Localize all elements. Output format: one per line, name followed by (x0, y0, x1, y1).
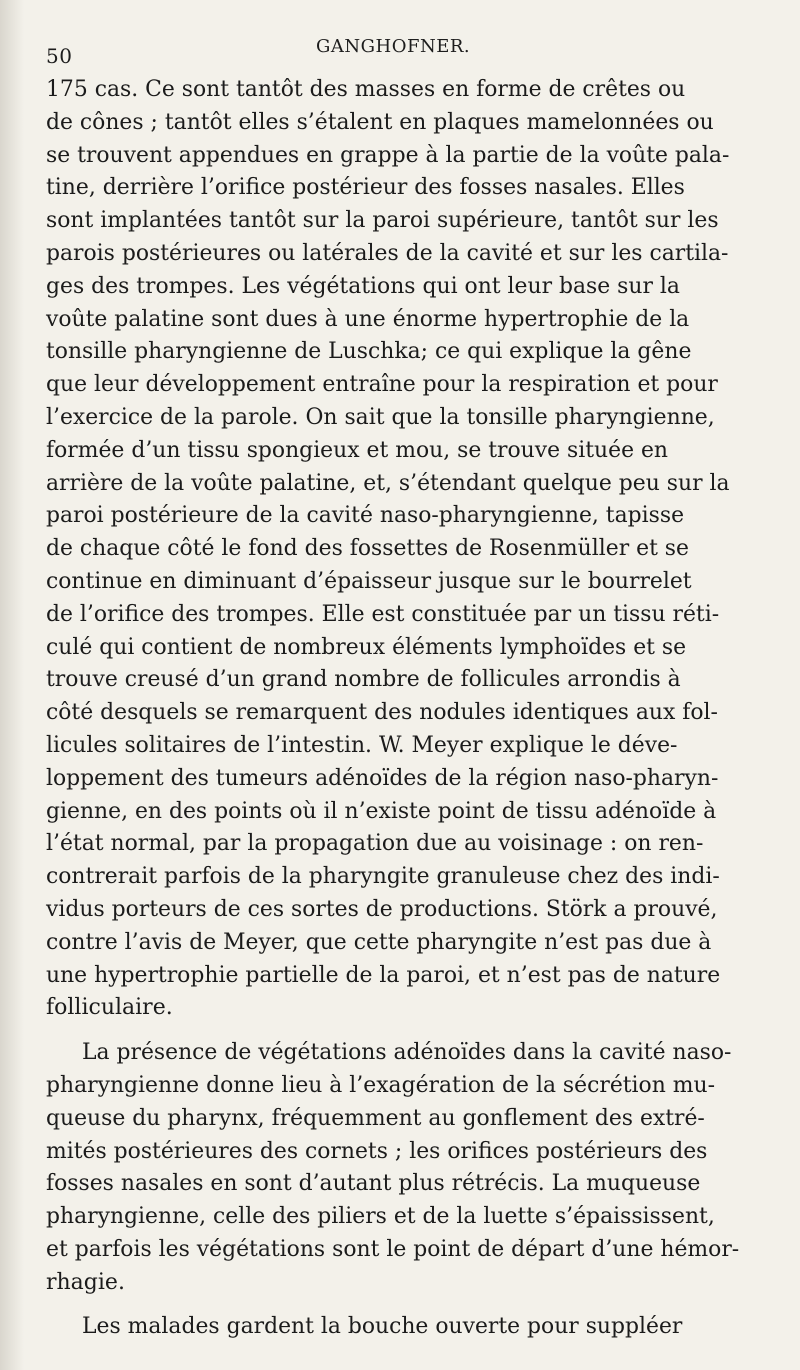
text-line: paroi postérieure de la cavité naso-pharyngienne, tapisse (46, 503, 685, 529)
text-line: La présence de végétations adénoïdes dans la cavité naso- (82, 1040, 732, 1066)
paragraph-gap (46, 1025, 766, 1037)
text-line: parois postérieures ou latérales de la cavité et sur les cartila- (46, 240, 729, 266)
text-line: fosses nasales en sont d’autant plus rétrécis. La muqueuse (46, 1171, 701, 1197)
text-line: côté desquels se remarquent des nodules identiques aux fol- (46, 700, 718, 726)
text-line: ges des trompes. Les végétations qui ont leur base sur la (46, 273, 680, 299)
text-line: 175 cas. Ce sont tantôt des masses en forme de crêtes ou (46, 77, 686, 102)
text-line: se trouvent appendues en grappe à la partie de la voûte pala- (46, 142, 730, 168)
text-line: arrière de la voûte palatine, et, s’étendant quelque peu sur la (46, 470, 730, 496)
text-line: loppement des tumeurs adénoïdes de la région naso-pharyn- (46, 765, 719, 791)
text-line: sont implantées tantôt sur la paroi supérieure, tantôt sur les (46, 208, 719, 234)
text-line: et parfois les végétations sont le point de départ d’une hémor- (46, 1236, 740, 1262)
text-line: tonsille pharyngienne de Luschka; ce qui explique la gêne (46, 339, 692, 365)
body-text (46, 74, 766, 1344)
paragraph-gap (46, 1299, 766, 1311)
text-line: trouve creusé d’un grand nombre de follicules arrondis à (46, 667, 681, 693)
text-line: une hypertrophie partielle de la paroi, et n’est pas de nature (46, 962, 721, 988)
page-number: 50 (46, 44, 73, 68)
text-line: de chaque côté le fond des fossettes de Rosenmüller et se (46, 536, 689, 562)
text-line: Les malades gardent la bouche ouverte pour suppléer (82, 1314, 683, 1340)
text-line: rhagie. (46, 1269, 125, 1295)
text-line: queuse du pharynx, fréquemment au gonflement des extré- (46, 1105, 705, 1131)
text-line: folliculaire. (46, 995, 173, 1021)
text-line: pharyngienne, celle des piliers et de la luette s’épaississent, (46, 1204, 715, 1230)
text-line: l’exercice de la parole. On sait que la tonsille pharyngienne, (46, 404, 715, 430)
text-line: que leur développement entraîne pour la respiration et pour (46, 372, 718, 398)
text-line: l’état normal, par la propagation due au voisinage : on ren- (46, 831, 704, 857)
text-line: voûte palatine sont dues à une énorme hypertrophie de la (46, 306, 690, 332)
text-line: formée d’un tissu spongieux et mou, se trouve située en (46, 437, 669, 463)
text-line: mités postérieures des cornets ; les orifices postérieurs des (46, 1138, 708, 1164)
text-line: contrerait parfois de la pharyngite granuleuse chez des indi- (46, 864, 720, 890)
text-line: gienne, en des points où il n’existe point de tissu adénoïde à (46, 798, 717, 824)
text-line: licules solitaires de l’intestin. W. Meyer explique le déve- (46, 732, 678, 758)
text-line: de l’orifice des trompes. Elle est constituée par un tissu réti- (46, 601, 720, 627)
running-head: GANGHOFNER. (316, 36, 471, 57)
text-line: de cônes ; tantôt elles s’étalent en plaques mamelonnées ou (46, 109, 714, 135)
text-line: pharyngienne donne lieu à l’exagération de la sécrétion mu- (46, 1072, 715, 1098)
text-line: contre l’avis de Meyer, que cette pharyngite n’est pas due à (46, 929, 712, 955)
text-line: culé qui contient de nombreux éléments lymphoïdes et se (46, 634, 687, 660)
text-line: continue en diminuant d’épaisseur jusque sur le bourrelet (46, 568, 692, 594)
text-line: tine, derrière l’orifice postérieur des fosses nasales. Elles (46, 175, 685, 201)
text-line: vidus porteurs de ces sortes de productions. Störk a prouvé, (46, 896, 718, 922)
binding-shadow (0, 0, 24, 1370)
page-header (46, 32, 686, 66)
